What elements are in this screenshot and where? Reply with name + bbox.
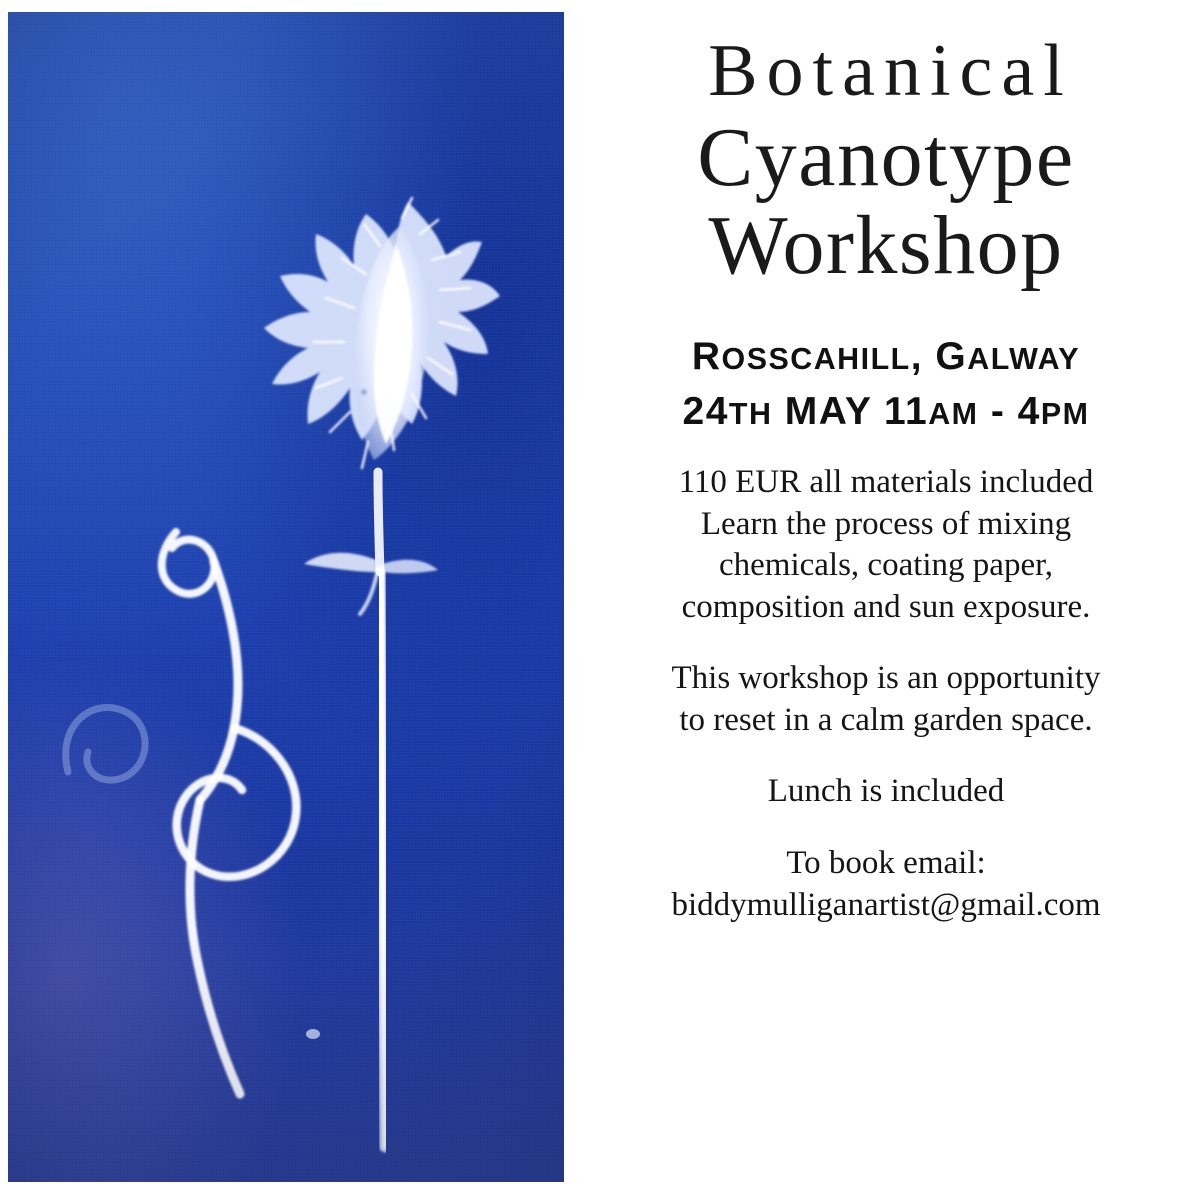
- opportunity-line-1: This workshop is an opportunity: [671, 660, 1101, 697]
- cyanotype-print-illustration: [8, 12, 564, 1182]
- price-line: 110 EUR all materials included: [678, 463, 1094, 500]
- poster-body: [671, 462, 1100, 926]
- booking-email[interactable]: biddymulliganartist@gmail.com: [671, 886, 1101, 923]
- date-smallcap: AM: [928, 397, 979, 432]
- location-smallcap: ALWAY: [967, 341, 1081, 376]
- title-line-3: Workshop: [708, 199, 1064, 293]
- date-smallcap: PM: [1040, 397, 1090, 432]
- cyanotype-artwork: [8, 12, 564, 1182]
- description-line-1: Learn the process of mixing: [700, 505, 1072, 542]
- poster-text-column: [564, 0, 1200, 1200]
- lunch-line: Lunch is included: [767, 773, 1005, 810]
- text-spacer-1: [671, 628, 1100, 658]
- event-date-time: 24TH MAY 11AM - 4PM: [682, 390, 1090, 434]
- text-spacer-2: [671, 741, 1100, 771]
- location-smallcap: OSSCAHILL: [721, 341, 911, 376]
- description-line-2: chemicals, coating paper,: [718, 547, 1054, 584]
- event-location: ROSSCAHILL, GALWAY: [691, 334, 1081, 378]
- event-details: [683, 333, 1090, 436]
- page-title: [697, 20, 1075, 293]
- date-smallcap: TH: [728, 397, 773, 432]
- title-line-1: Botanical: [708, 30, 1073, 112]
- text-spacer-3: [671, 813, 1100, 843]
- description-line-3: composition and sun exposure.: [681, 588, 1091, 625]
- opportunity-line-2: to reset in a calm garden space.: [679, 701, 1093, 738]
- booking-label: To book email:: [786, 845, 986, 882]
- title-line-2: Cyanotype: [697, 111, 1075, 205]
